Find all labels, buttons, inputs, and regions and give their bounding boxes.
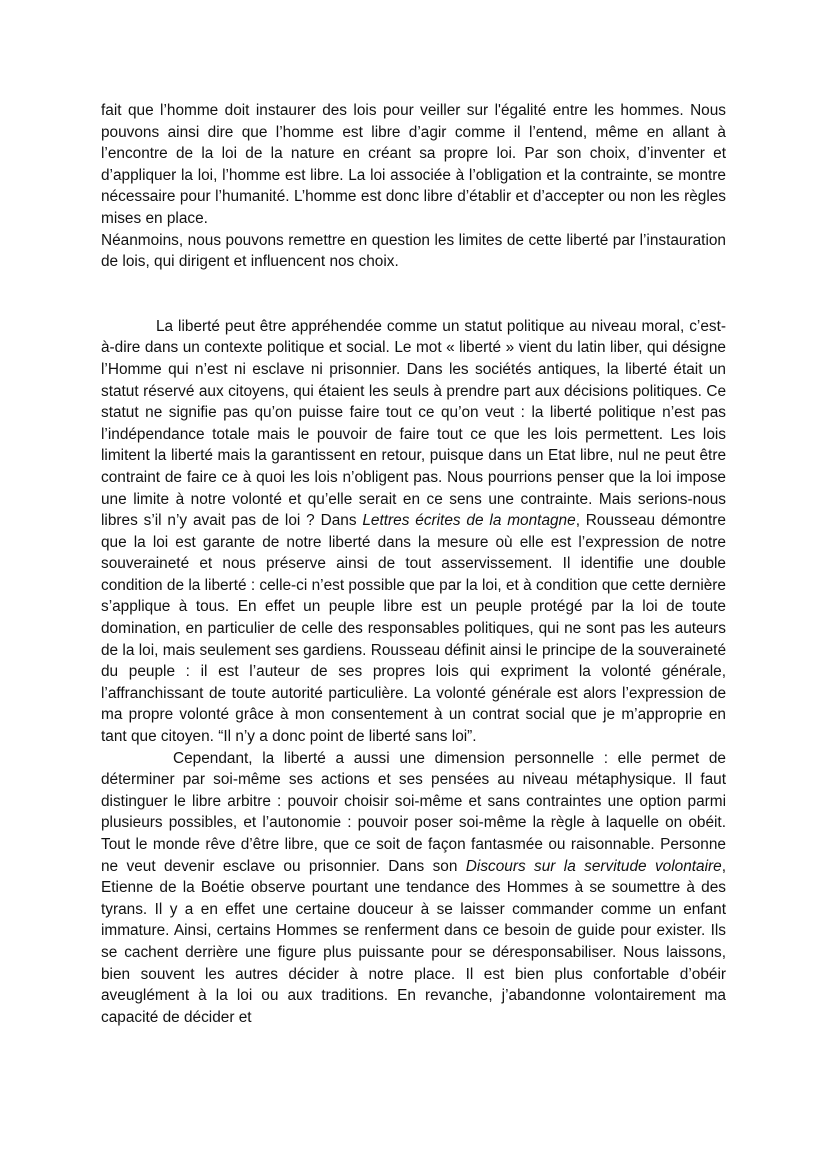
paragraph-personal-liberty (101, 748, 726, 1029)
paragraph-text: La liberté peut être appréhendée comme un statut politique au niveau moral, c’est-à-dire dans un contexte politique et social. Le mot « liberté » vient du latin liber, qui désigne l’Homme qui n’est ni esclave ni prisonnier. Dans les sociétés antiques, la liberté était un statut réservé aux citoyens, qui étaient les seuls à prendre part aux décisions politiques. Ce statut ne signifie pas qu’on puisse faire tout ce qu’on veut : la liberté politique n’est pas l’indépendance totale mais le pouvoir de faire tout ce que les lois permettent. Les lois limitent la liberté mais la garantissent en retour, puisque dans un Etat libre, nul ne peut être contraint de faire ce à quoi les lois n’obligent pas. Nous pourrions penser que la loi impose une limite à notre volonté et qu’elle serait en ce sens une contrainte. Mais serions-nous libres s’il n’y avait pas de loi ? Dans (101, 317, 726, 530)
document-page (101, 100, 726, 1028)
paragraph-intro: fait que l’homme doit instaurer des lois pour veiller sur l'égalité entre les hommes. Nous pouvons ainsi dire que l’homme est libre d’agir comme il l’entend, même en allant à l’encontre de la loi de la nature en créant sa propre loi. Par son choix, d’inventer et d’appliquer la loi, l’homme est libre. La loi associée à l’obligation et la contrainte, se montre nécessaire pour l’humanité. L’homme est donc libre d’établir et d’accepter ou non les règles mises en place. (101, 102, 726, 227)
paragraph-text: , Rousseau démontre que la loi est garante de notre liberté dans la mesure où elle est l’expression de notre souveraineté et nous préserve ainsi de tout asservissement. Il identifie une double condition de la liberté : celle-ci n’est possible que par la loi, et à condition que cette dernière s’applique à tous. En effet un peuple libre est un peuple protégé par la loi de toute domination, en particulier de celle des responsables politiques, qui ne sont pas les auteurs de la loi, mais seulement ses gardiens. Rousseau définit ainsi le principe de la souveraineté du peuple : il est l’auteur de ses propres lois qui expriment la volonté générale, l’affranchissant de toute autorité particulière. La volonté générale est alors l’expression de ma propre volonté grâce à mon consentement à un contrat social que je m’approprie en tant que citoyen. “Il n’y a donc point de liberté sans loi”. (101, 512, 726, 746)
paragraph-text: Cependant, la liberté a aussi une dimension personnelle : elle permet de déterminer par soi-même ses actions et ses pensées au niveau métaphysique. Il faut distinguer le libre arbitre : pouvoir choisir soi-même et sans contraintes une option parmi plusieurs possibles, et l’autonomie : pouvoir poser soi-même la règle à laquelle on obéit. Tout le monde rêve d’être libre, que ce soit de façon fantasmée ou raisonnable. Personne ne veut devenir esclave ou prisonnier. Dans son (101, 749, 726, 875)
paragraph-political-liberty (101, 316, 726, 748)
book-title-discours: Discours sur la servitude volontaire (465, 857, 722, 875)
paragraph-gap (101, 273, 726, 316)
paragraph-transition: Néanmoins, nous pouvons remettre en question les limites de cette liberté par l’instauration de lois, qui dirigent et influencent nos choix. (101, 231, 726, 271)
paragraph-text: , Etienne de la Boétie observe pourtant une tendance des Hommes à se soumettre à des tyrans. Il y a en effet une certaine douceur à se laisser commander comme un enfant immature. Ainsi, certains Hommes se renferment dans ce besoin de guide pour exister. Ils se cachent derrière une figure plus puissante pour se déresponsabiliser. Nous laissons, bien souvent les autres décider à notre place. Il est bien plus confortable d’obéir aveuglément à la loi ou aux traditions. En revanche, j’abandonne volontairement ma capacité de décider et (101, 857, 727, 1026)
book-title-lettres: Lettres écrites de la montagne (362, 512, 576, 530)
